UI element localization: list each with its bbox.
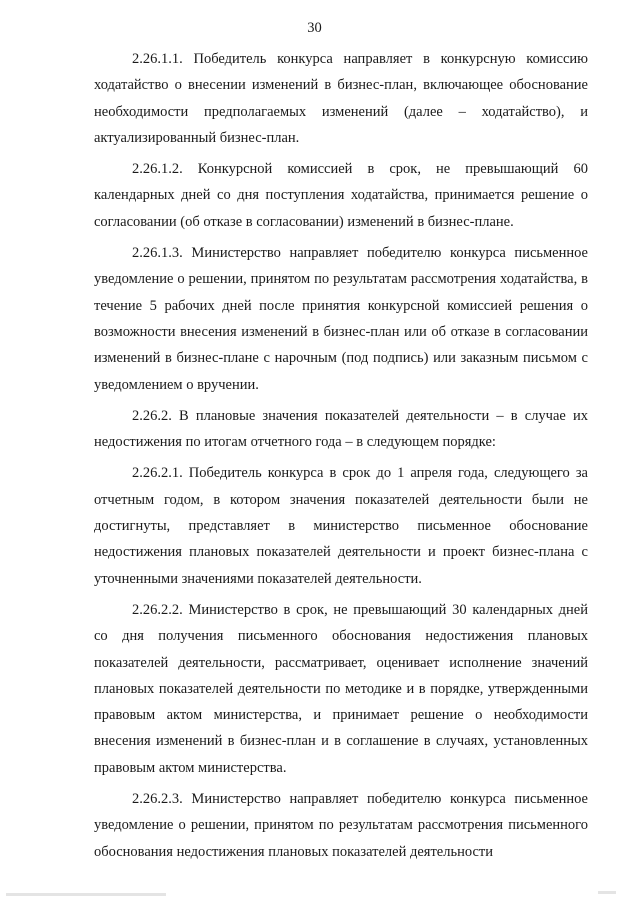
paragraph-2-26-1-1: 2.26.1.1. Победитель конкурса направляет в конкурсную комиссию ходатайство о внесении изменений в бизнес-план, включающее обоснование необходимости предполагаемых изменений (далее – ходатайство), и актуализированный бизнес-план.	[94, 51, 588, 146]
body-text	[94, 46, 588, 865]
scan-artifact-right	[598, 891, 616, 894]
paragraph-2-26-2-2: 2.26.2.2. Министерство в срок, не превышающий 30 календарных дней со дня получения письменного обоснования недостижения плановых показателей деятельности, рассматривает, оценивает исполнение значений плановых показателей деятельности по методике и в порядке, утвержденными правовым актом министерства, и принимает решение о необходимости внесения изменений в бизнес-план и в соглашение в случаях, установленных правовым актом министерства.	[94, 601, 588, 776]
page-number: 30	[307, 20, 322, 36]
paragraph-2-26-2-3: 2.26.2.3. Министерство направляет победителю конкурса письменное уведомление о решении, принятом по результатам рассмотрения письменного обоснования недостижения плановых показателей деятельности	[94, 791, 588, 860]
paragraph-2-26-1-2: 2.26.1.2. Конкурсной комиссией в срок, не превышающий 60 календарных дней со дня поступления ходатайства, принимается решение о согласовании (об отказе в согласовании) изменений в бизнес-плане.	[94, 161, 588, 230]
paragraph-2-26-1-3: 2.26.1.3. Министерство направляет победителю конкурса письменное уведомление о решении, принятом по результатам рассмотрения ходатайства, в течение 5 рабочих дней после принятия конкурсной комиссией решения о возможности внесения изменений в бизнес-план или об отказе в согласовании изменений в бизнес-плане с нарочным (под подпись) или заказным письмом с уведомлением о вручении.	[94, 245, 588, 393]
scan-artifact-left	[6, 893, 166, 896]
paragraph-2-26-2-1: 2.26.2.1. Победитель конкурса в срок до 1 апреля года, следующего за отчетным годом, в котором значения показателей деятельности были не достигнуты, представляет в министерство письменное обоснование недостижения плановых показателей деятельности и проект бизнес-плана с уточненными значениями показателей деятельности.	[94, 465, 588, 587]
paragraph-2-26-2: 2.26.2. В плановые значения показателей деятельности – в случае их недостижения по итогам отчетного года – в следующем порядке:	[94, 407, 588, 451]
